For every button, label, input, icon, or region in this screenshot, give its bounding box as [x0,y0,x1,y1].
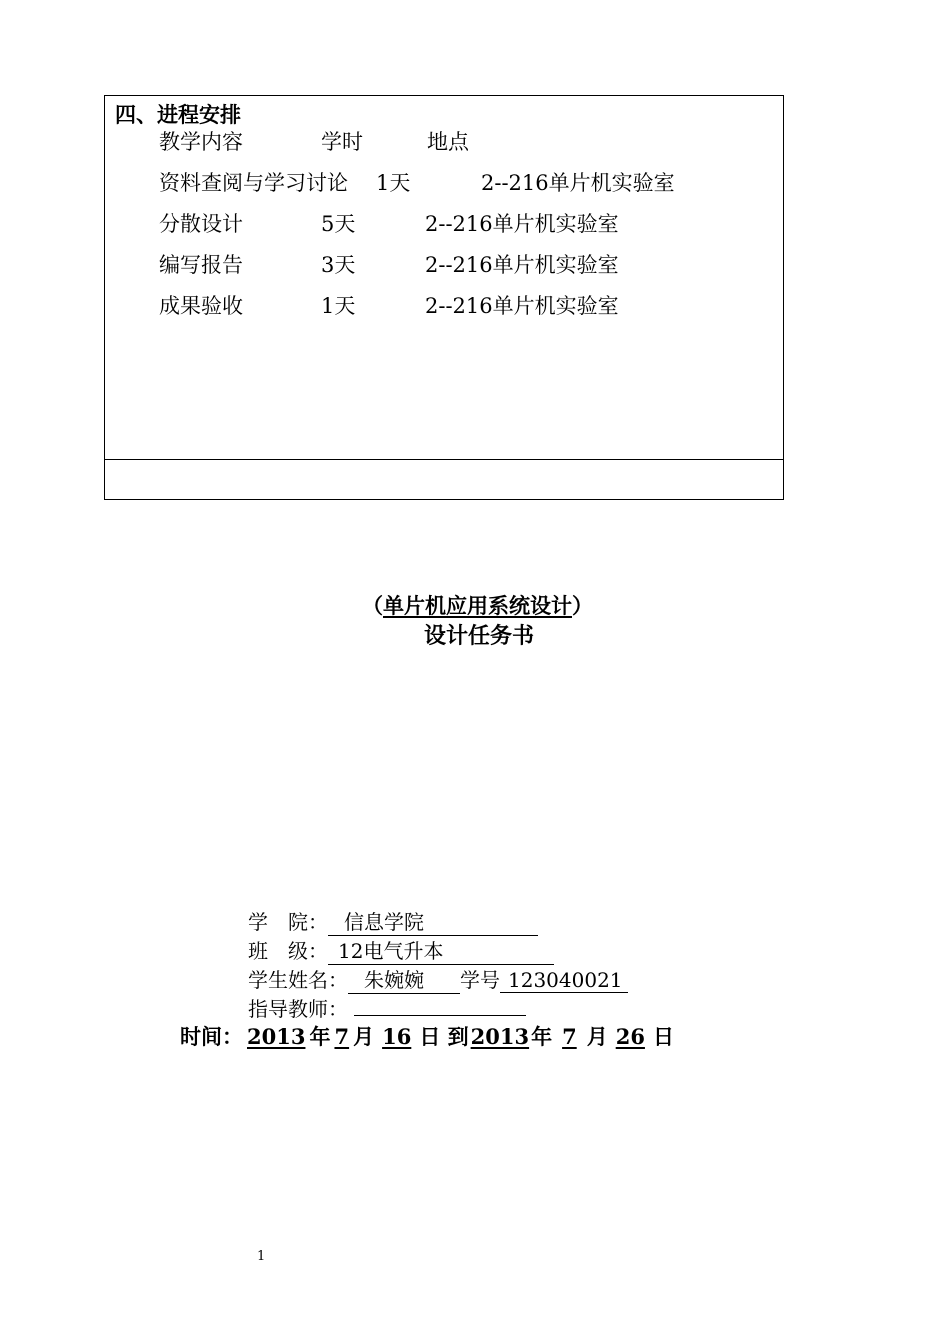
row-1-place: 2--216单片机实验室 [481,171,675,195]
row-3-place: 2--216单片机实验室 [425,253,619,277]
row-4-hours: 1天 [321,294,356,318]
end-day: 26 [615,1024,645,1049]
row-2-hours: 5天 [321,212,356,236]
teacher-label: 指导教师： [248,997,348,1021]
end-month: 7 [562,1024,577,1049]
time-label: 时间： [180,1024,243,1049]
document-title: 设计任务书 [424,623,535,649]
start-year: 2013 [247,1024,306,1049]
teacher-value [354,995,526,1016]
row-3-hours: 3天 [321,253,356,277]
time-line [180,1021,674,1051]
to-label: 日 到 [419,1024,469,1049]
column-header-hours: 学时 [321,130,363,154]
end-day-unit: 日 [652,1024,674,1049]
student-id-value: 123040021 [500,968,628,993]
course-name: 单片机应用系统设计 [383,593,572,618]
student-name-value: 朱婉婉 [348,964,460,994]
start-month-unit: 月 [353,1024,375,1049]
row-4-place: 2--216单片机实验室 [425,294,619,318]
column-header-content: 教学内容 [159,130,243,154]
college-label: 学 院： [248,910,328,934]
course-title-line [362,590,593,620]
table-divider [105,459,783,460]
college-line [248,906,538,936]
student-line [248,964,628,994]
teacher-line [248,993,526,1022]
start-day: 16 [382,1024,412,1049]
end-year: 2013 [470,1024,530,1049]
end-year-unit: 年 [531,1024,553,1049]
row-3-content: 编写报告 [159,253,243,277]
student-id-label: 学号 [460,968,500,992]
row-1-content: 资料查阅与学习讨论 [159,171,348,195]
row-4-content: 成果验收 [159,294,243,318]
row-1-hours: 1天 [376,171,411,195]
start-month: 7 [334,1024,350,1049]
class-line [248,935,554,965]
student-label: 学生姓名： [248,968,348,992]
column-header-place: 地点 [427,130,469,154]
row-2-place: 2--216单片机实验室 [425,212,619,236]
row-2-content: 分散设计 [159,212,243,236]
end-month-unit: 月 [586,1024,608,1049]
start-year-unit: 年 [309,1024,331,1049]
schedule-table [104,95,784,500]
paren-close: ） [572,593,593,618]
paren-open: （ [362,593,383,618]
page-number: 1 [257,1249,266,1264]
college-value: 信息学院 [328,906,538,936]
schedule-heading: 四、进程安排 [115,102,241,127]
class-label: 班 级： [248,939,328,963]
class-value: 12电气升本 [328,935,554,965]
